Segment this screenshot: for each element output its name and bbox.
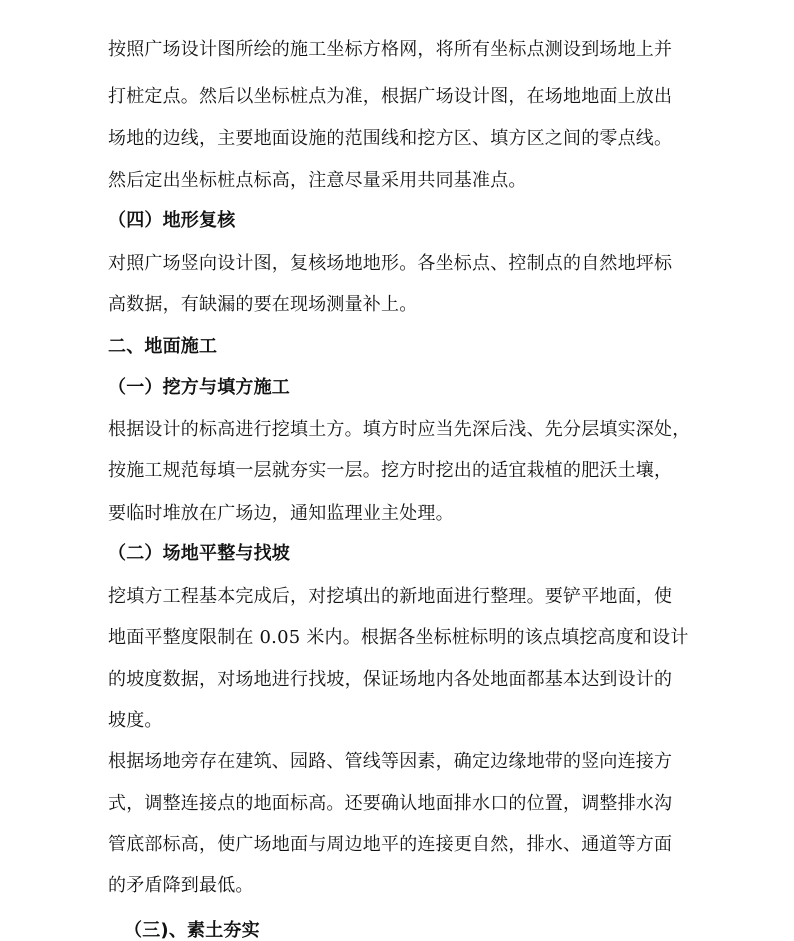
chapter-heading-ground-construction: 二、地面施工 xyxy=(108,336,218,357)
paragraph-line: 然后定出坐标桩点标高，注意尽量采用共同基准点。 xyxy=(108,170,527,191)
paragraph-line: 式，调整连接点的地面标高。还要确认地面排水口的位置，调整排水沟 xyxy=(108,793,673,814)
paragraph-line: 挖填方工程基本完成后，对挖填出的新地面进行整理。要铲平地面，使 xyxy=(108,586,673,607)
paragraph-line: 管底部标高，使广场地面与周边地平的连接更自然，排水、通道等方面 xyxy=(108,834,673,855)
section-heading-leveling: （二）场地平整与找坡 xyxy=(108,543,290,564)
paragraph-line: 按施工规范每填一层就夯实一层。挖方时挖出的适宜栽植的肥沃土壤， xyxy=(108,460,673,481)
paragraph-line: 高数据，有缺漏的要在现场测量补上。 xyxy=(108,294,418,315)
paragraph-line: 地面平整度限制在 0.05 米内。根据各坐标桩标明的该点填挖高度和设计 xyxy=(108,627,689,648)
paragraph-line: 场地的边线，主要地面设施的范围线和挖方区、填方区之间的零点线。 xyxy=(108,128,673,149)
paragraph-line: 对照广场竖向设计图，复核场地地形。各坐标点、控制点的自然地坪标 xyxy=(108,253,673,274)
section-heading-terrain-review: （四）地形复核 xyxy=(108,210,236,231)
paragraph-line: 根据场地旁存在建筑、园路、管线等因素，确定边缘地带的竖向连接方 xyxy=(108,751,673,772)
paragraph-line: 打桩定点。然后以坐标桩点为准，根据广场设计图，在场地地面上放出 xyxy=(108,86,673,107)
paragraph-line: 要临时堆放在广场边，通知监理业主处理。 xyxy=(108,503,454,524)
paragraph-line: 按照广场设计图所绘的施工坐标方格网，将所有坐标点测设到场地上并 xyxy=(108,39,673,60)
section-heading-cut-fill: （一）挖方与填方施工 xyxy=(108,377,290,398)
section-heading-soil-compaction: （三)、素土夯实 xyxy=(124,920,260,941)
paragraph-line: 根据设计的标高进行挖填土方。填方时应当先深后浅、先分层填实深处， xyxy=(108,419,691,440)
paragraph-line: 的坡度数据，对场地进行找坡，保证场地内各处地面都基本达到设计的 xyxy=(108,669,673,690)
paragraph-line: 的矛盾降到最低。 xyxy=(108,875,254,896)
paragraph-line: 坡度。 xyxy=(108,710,163,731)
